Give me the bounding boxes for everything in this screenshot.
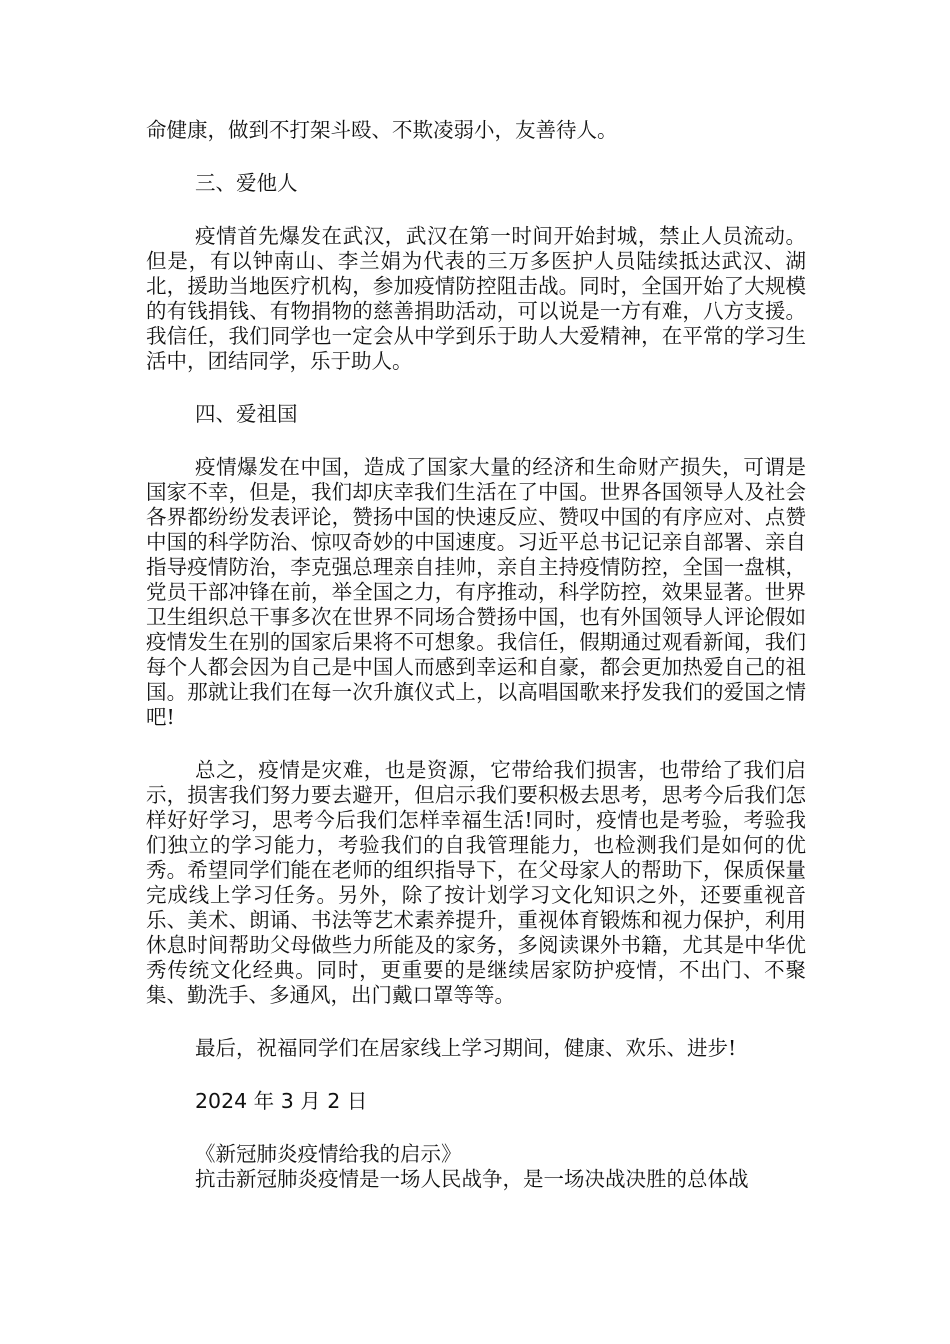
paragraph-summary: 总之，疫情是灾难，也是资源，它带给我们损害，也带给了我们启示，损害我们努力要去避开，但启示我们要积极去思考，思考今后我们怎样好好学习，思考今后我们怎样幸福生活!同时，疫情也是考验，考验我们独立的学习能力，考验我们的自我管理能力，也检测我们是如何的优秀。希望同学们能在老师的组织指导下，在父母家人的帮助下，保质保量完成线上学习任务。另外，除了按计划学习文化知识之外，还要重视音乐、美术、朗诵、书法等艺术素养提升，重视体育锻炼和视力保护，利用休息时间帮助父母做些力所能及的家务，多阅读课外书籍，尤其是中华优秀传统文化经典。同时，更重要的是继续居家防护疫情，不出门、不聚集、勤洗手、多通风，出门戴口罩等等。	[146, 758, 806, 1007]
document-page	[146, 118, 806, 1192]
paragraph-closing: 最后，祝福同学们在居家线上学习期间，健康、欢乐、进步!	[195, 1036, 737, 1060]
paragraph-next-article-start: 抗击新冠肺炎疫情是一场人民战争，是一场决战决胜的总体战	[195, 1167, 749, 1191]
next-article-title: 《新冠肺炎疫情给我的启示》	[195, 1142, 462, 1166]
paragraph-love-others: 疫情首先爆发在武汉，武汉在第一时间开始封城，禁止人员流动。但是，有以钟南山、李兰娟为代表的三万多医护人员陆续抵达武汉、湖北，援助当地医疗机构，参加疫情防控阻击战。同时，全国开始了大规模的有钱捐钱、有物捐物的慈善捐助活动，可以说是一方有难，八方支援。我信任，我们同学也一定会从中学到乐于助人大爱精神，在平常的学习生活中，团结同学，乐于助人。	[146, 224, 806, 373]
document-date: 2024 年 3 月 2 日	[195, 1089, 368, 1113]
paragraph-love-country: 疫情爆发在中国，造成了国家大量的经济和生命财产损失，可谓是国家不幸，但是，我们却庆幸我们生活在了中国。世界各国领导人及社会各界都纷纷发表评论，赞扬中国的快速反应、赞叹中国的有序应对、点赞中国的科学防治、惊叹奇妙的中国速度。习近平总书记记亲自部署、亲自指导疫情防治，李克强总理亲自挂帅，亲自主持疫情防控，全国一盘棋，党员干部冲锋在前，举全国之力，有序推动，科学防控，效果显著。世界卫生组织总干事多次在世界不同场合赞扬中国，也有外国领导人评论假如疫情发生在别的国家后果将不可想象。我信任，假期通过观看新闻，我们每个人都会因为自己是中国人而感到幸运和自豪，都会更加热爱自己的祖国。那就让我们在每一次升旗仪式上，以高唱国歌来抒发我们的爱国之情吧!	[146, 455, 806, 729]
section-heading-love-country: 四、爱祖国	[195, 402, 298, 426]
section-heading-love-others: 三、爱他人	[195, 171, 298, 195]
paragraph-intro-tail: 命健康，做到不打架斗殴、不欺凌弱小，友善待人。	[146, 118, 618, 142]
